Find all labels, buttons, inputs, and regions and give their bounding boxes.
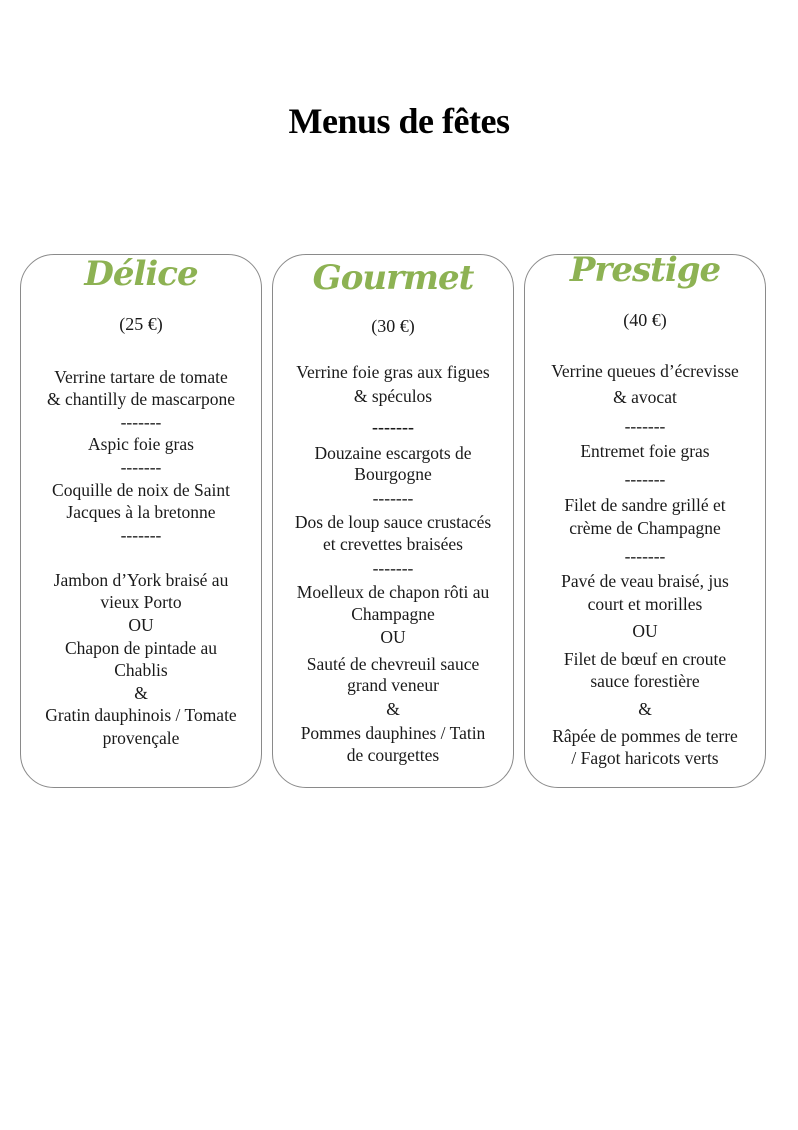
menu-line: Coquille de noix de Saint xyxy=(52,480,230,500)
menu-line: & spéculos xyxy=(353,386,433,406)
menu-line: Chablis xyxy=(114,660,168,680)
menu-line: Moelleux de chapon rôti au xyxy=(296,582,490,602)
menu-line: Champagne xyxy=(351,604,435,624)
menu-line: Gratin dauphinois / Tomate xyxy=(45,705,237,725)
separator: ------- xyxy=(624,416,666,436)
separator: ------- xyxy=(372,417,414,437)
menu-line: Sauté de chevreuil sauce xyxy=(306,654,480,674)
menu-line: Verrine tartare de tomate xyxy=(54,367,228,387)
menu-line: Douzaine escargots de xyxy=(314,443,472,463)
choice-or: OU xyxy=(632,621,658,641)
page-title: Menus de fêtes xyxy=(288,101,510,141)
separator: ------- xyxy=(624,469,666,489)
menu-line: et crevettes braisées xyxy=(323,534,463,554)
separator: ------- xyxy=(372,558,414,578)
menu-line: Râpée de pommes de terre xyxy=(552,726,738,746)
menu-line: crème de Champagne xyxy=(569,518,721,538)
menu-line: & chantilly de mascarpone xyxy=(46,389,236,409)
separator: ------- xyxy=(120,412,162,432)
menu-price: (30 €) xyxy=(371,316,415,336)
menu-line: Filet de bœuf en croute xyxy=(563,649,727,669)
menu-line: / Fagot haricots verts xyxy=(571,748,719,768)
ampersand: & xyxy=(134,683,148,703)
menu-line: Verrine foie gras aux figues xyxy=(296,362,490,382)
menu-line: & avocat xyxy=(613,387,677,407)
menu-name: Prestige xyxy=(569,250,721,290)
menu-line: Bourgogne xyxy=(354,464,432,484)
menu-line: Pavé de veau braisé, jus xyxy=(561,571,729,591)
menu-line: Entremet foie gras xyxy=(580,441,710,461)
menu-line: Filet de sandre grillé et xyxy=(564,495,726,515)
menu-line: Pommes dauphines / Tatin xyxy=(300,723,486,743)
menu-name: Gourmet xyxy=(312,258,474,298)
menu-card-prestige xyxy=(524,250,766,788)
menu-line: sauce forestière xyxy=(590,671,700,691)
separator: ------- xyxy=(372,488,414,508)
choice-or: OU xyxy=(128,615,154,635)
ampersand: & xyxy=(386,699,400,719)
menu-line: de courgettes xyxy=(346,745,440,765)
menu-line: Aspic foie gras xyxy=(88,434,194,454)
menu-card-delice xyxy=(20,254,262,788)
menu-card-gourmet xyxy=(272,254,514,788)
menu-line: provençale xyxy=(102,728,180,748)
menu-line: court et morilles xyxy=(587,594,703,614)
choice-or: OU xyxy=(380,627,406,647)
separator: ------- xyxy=(624,546,666,566)
menu-line: Dos de loup sauce crustacés xyxy=(294,512,492,532)
menu-price: (40 €) xyxy=(623,310,667,330)
menu-price: (25 €) xyxy=(119,314,163,334)
separator: ------- xyxy=(120,525,162,545)
menu-line: Jambon d’York braisé au xyxy=(53,570,229,590)
menu-line: Chapon de pintade au xyxy=(64,638,218,658)
menu-line: Verrine queues d’écrevisse xyxy=(551,361,739,381)
menu-name: Délice xyxy=(84,254,198,294)
menu-line: grand veneur xyxy=(347,675,439,695)
menu-line: Jacques à la bretonne xyxy=(66,502,216,522)
menu-line: vieux Porto xyxy=(100,592,182,612)
separator: ------- xyxy=(120,457,162,477)
ampersand: & xyxy=(638,699,652,719)
